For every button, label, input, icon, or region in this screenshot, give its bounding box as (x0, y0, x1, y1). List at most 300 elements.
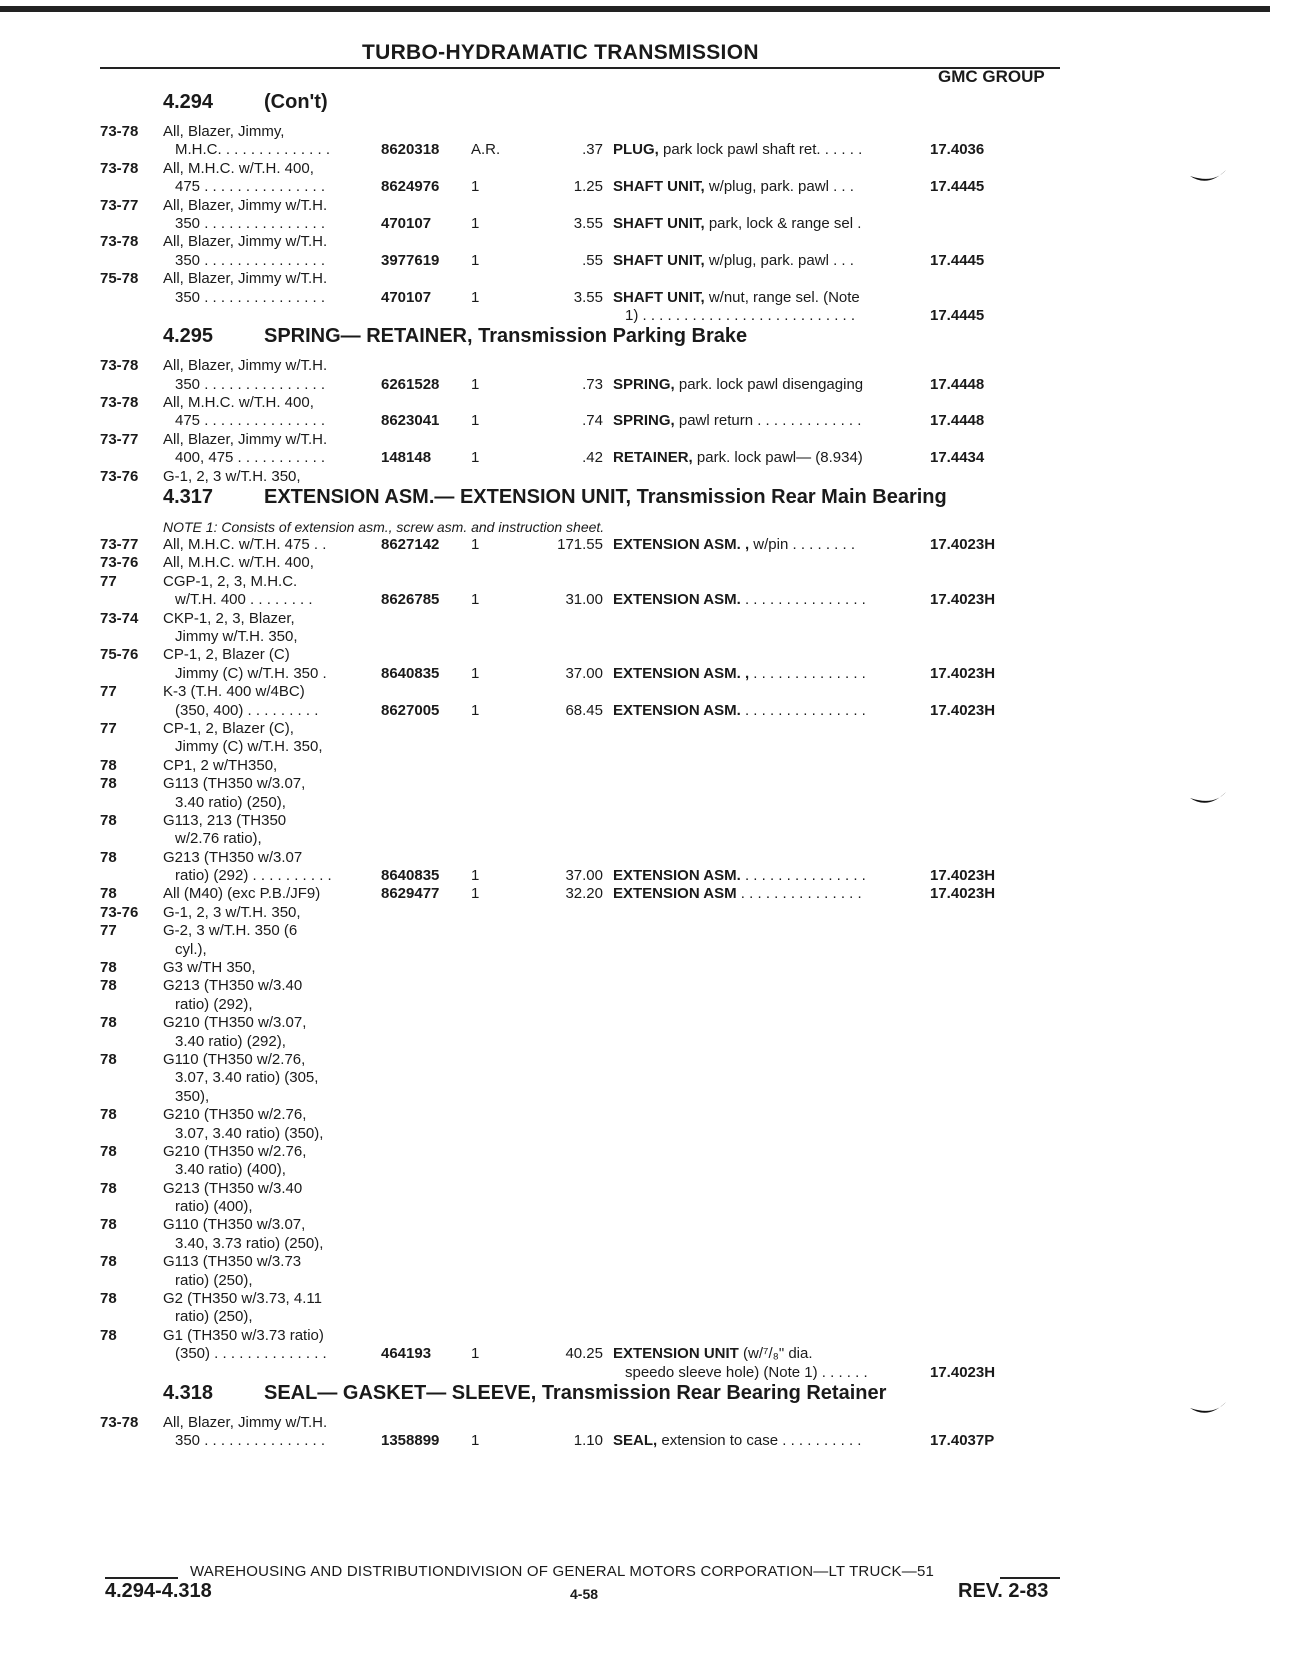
page-title: TURBO-HYDRAMATIC TRANSMISSION (362, 41, 759, 64)
year-range: 75-78 (100, 270, 139, 288)
application-line: 475 . . . . . . . . . . . . . . . (175, 412, 326, 430)
part-number: 8627005 (381, 701, 440, 719)
price: 31.00 (565, 591, 603, 609)
description-keyword: PLUG, (613, 141, 659, 159)
application-line: G213 (TH350 w/3.40 (163, 977, 303, 995)
part-number: 3977619 (381, 251, 440, 269)
description-cell (613, 720, 930, 886)
year-range: 78 (100, 848, 117, 866)
year-range: 73-77 (100, 430, 139, 448)
application-cell (163, 394, 381, 431)
description-continued: speedo sleeve hole) (Note 1) . . . . . . (625, 1363, 868, 1381)
description-keyword: EXTENSION UNIT (613, 1345, 739, 1363)
part-number: 470107 (381, 214, 432, 232)
price: 171.55 (557, 536, 603, 554)
application-line: All, M.H.C. w/T.H. 400, (163, 394, 314, 412)
quantity: 1 (471, 288, 480, 306)
application-cell (163, 431, 381, 468)
reference-number-cell (930, 394, 1030, 431)
year-range: 78 (100, 1106, 117, 1124)
description (613, 376, 930, 394)
quantity: 1 (471, 412, 480, 430)
price: .55 (582, 251, 603, 269)
year-range (100, 591, 163, 609)
year-range (100, 1033, 163, 1051)
description (613, 449, 930, 467)
part-number-cell (381, 536, 471, 554)
year-range (100, 1069, 163, 1087)
description-keyword: SHAFT UNIT, (613, 288, 705, 306)
parts-catalog-body (100, 91, 1080, 1451)
description (613, 252, 930, 270)
description (613, 215, 930, 233)
year-range (100, 289, 163, 307)
quantity-cell (471, 554, 511, 609)
reference-number-cell (930, 610, 1030, 684)
part-number-cell (381, 233, 471, 270)
section-header (100, 1382, 1080, 1414)
quantity-cell (471, 394, 511, 431)
years-cell (100, 904, 163, 1364)
application-line: G110 (TH350 w/2.76, (163, 1050, 306, 1068)
application-line: 350 . . . . . . . . . . . . . . . (175, 288, 326, 306)
footer-division: WAREHOUSING AND DISTRIBUTIONDIVISION OF GENERAL MOTORS CORPORATION—LT TRUCK—51 (190, 1563, 935, 1580)
part-number: 8626785 (381, 591, 440, 609)
section-title: SPRING— RETAINER, Transmission Parking Brake (264, 325, 748, 348)
section-note: NOTE 1: Consists of extension asm., screw asm. and instruction sheet. (163, 519, 605, 536)
description (613, 867, 930, 885)
title-rule (100, 67, 1060, 69)
quantity: 1 (471, 449, 480, 467)
years-cell (100, 536, 163, 554)
year-range: 78 (100, 1014, 117, 1032)
year-range: 73-77 (100, 536, 139, 554)
year-range (100, 178, 163, 196)
price-cell (511, 536, 613, 554)
application-line: 3.40 ratio) (400), (175, 1161, 286, 1179)
quantity: 1 (471, 1345, 480, 1363)
part-number-cell (381, 270, 471, 307)
application-cell (163, 197, 381, 234)
quantity-cell (471, 123, 511, 160)
application-line: G113 (TH350 w/3.07, (163, 775, 306, 793)
year-range (100, 215, 163, 233)
reference-number-cell (930, 270, 1030, 325)
description-keyword: SHAFT UNIT, (613, 214, 705, 232)
quantity-cell (471, 683, 511, 720)
part-number: 464193 (381, 1345, 432, 1363)
part-number: 8624976 (381, 178, 440, 196)
year-range: 78 (100, 885, 117, 903)
quantity: 1 (471, 214, 480, 232)
description-continued: 1) . . . . . . . . . . . . . . . . . . . . . . . . . . (625, 306, 856, 324)
years-cell (100, 885, 163, 903)
section-number: 4.295 (163, 325, 214, 348)
year-range (100, 252, 163, 270)
price-cell (511, 904, 613, 1364)
description-detail: park, lock & range sel . (704, 214, 862, 232)
part-row (100, 160, 1080, 197)
part-row (100, 431, 1080, 468)
year-range: 73-76 (100, 467, 139, 485)
description-cell (613, 233, 930, 270)
description-keyword: EXTENSION ASM. , (613, 664, 750, 682)
application-line: 400, 475 . . . . . . . . . . . (175, 449, 326, 467)
footer-rule-right (1000, 1577, 1060, 1579)
quantity-cell (471, 431, 511, 468)
part-number: 8627142 (381, 536, 440, 554)
year-range (100, 1235, 163, 1253)
price: 3.55 (573, 288, 603, 306)
years-cell (100, 554, 163, 609)
application-cell (163, 683, 381, 720)
description-detail: w/pin . . . . . . . . (749, 536, 856, 554)
part-row (100, 610, 1080, 684)
description-detail: . . . . . . . . . . . . . . . (740, 867, 866, 885)
application-line: G113 (TH350 w/3.73 (163, 1253, 302, 1271)
price-cell (511, 160, 613, 197)
application-line: G213 (TH350 w/3.07 (163, 848, 303, 866)
application-line: G-1, 2, 3 w/T.H. 350, (163, 903, 301, 921)
year-range: 77 (100, 572, 117, 590)
part-row (100, 394, 1080, 431)
year-range (100, 1308, 163, 1326)
application-line: 475 . . . . . . . . . . . . . . . (175, 178, 326, 196)
part-number: 8623041 (381, 412, 440, 430)
year-range: 78 (100, 1179, 117, 1197)
quantity-cell (471, 885, 511, 903)
reference-number: 17.4445 (930, 251, 985, 269)
part-row (100, 1414, 1080, 1451)
part-number-cell (381, 394, 471, 431)
description (613, 591, 930, 609)
quantity (471, 468, 511, 486)
quantity: 1 (471, 885, 480, 903)
year-range (100, 1272, 163, 1290)
description-cell (613, 123, 930, 160)
binder-mark (1188, 168, 1228, 186)
part-row (100, 468, 1080, 486)
quantity: A.R. (471, 141, 501, 159)
description-detail: (w/⁷/₈" dia. (738, 1345, 813, 1363)
description-cell (613, 683, 930, 720)
years-cell (100, 431, 163, 468)
reference-number-cell (930, 431, 1030, 468)
part-number-cell (381, 885, 471, 903)
reference-number-cell (930, 554, 1030, 609)
year-range (100, 738, 163, 756)
application-cell (163, 904, 381, 1364)
part-row (100, 197, 1080, 234)
reference-number (930, 215, 1030, 233)
quantity-cell (471, 1414, 511, 1451)
price: .37 (582, 141, 603, 159)
reference-number: 17.4023H (930, 591, 996, 609)
quantity-cell (471, 536, 511, 554)
section-number: 4.318 (163, 1382, 214, 1404)
price-cell (511, 1414, 613, 1451)
section-header (100, 486, 1080, 518)
application-cell (163, 1414, 381, 1451)
price-cell (511, 123, 613, 160)
description-detail: pawl return . . . . . . . . . . . . . (674, 412, 862, 430)
binder-mark (1188, 1400, 1228, 1418)
application-line: G213 (TH350 w/3.40 (163, 1179, 303, 1197)
description (613, 289, 930, 307)
price-cell (511, 885, 613, 903)
application-line: G110 (TH350 w/3.07, (163, 1216, 306, 1234)
year-range: 78 (100, 959, 117, 977)
description (613, 468, 930, 486)
years-cell (100, 683, 163, 720)
section-title: (Con't) (264, 91, 328, 113)
quantity-cell (471, 197, 511, 234)
description-cell (613, 394, 930, 431)
description (613, 141, 930, 159)
application-line: K-3 (T.H. 400 w/4BC) (163, 683, 305, 701)
description-cell (613, 1414, 930, 1451)
description-detail: park. lock pawl— (8.934) (692, 449, 863, 467)
application-line: CGP-1, 2, 3, M.H.C. (163, 572, 298, 590)
application-line: All, Blazer, Jimmy w/T.H. (163, 1414, 328, 1431)
year-range: 75-76 (100, 646, 139, 664)
year-range: 73-78 (100, 1414, 139, 1431)
quantity: 1 (471, 1432, 480, 1450)
description-detail: extension to case . . . . . . . . . . (657, 1432, 862, 1450)
application-cell (163, 885, 381, 903)
application-line: All, Blazer, Jimmy w/T.H. (163, 430, 328, 448)
year-range: 73-78 (100, 233, 139, 251)
description (613, 665, 930, 683)
quantity-cell (471, 357, 511, 394)
price: 40.25 (565, 1345, 603, 1363)
description-keyword: EXTENSION ASM. , (613, 536, 750, 554)
part-row (100, 720, 1080, 886)
part-number: 8640835 (381, 867, 440, 885)
application-line: w/2.76 ratio), (175, 830, 262, 848)
part-number-cell (381, 160, 471, 197)
footer-page-number: 4-58 (570, 1586, 599, 1602)
year-range: 73-76 (100, 554, 139, 572)
years-cell (100, 720, 163, 886)
application-line: G210 (TH350 w/2.76, (163, 1142, 307, 1160)
description-keyword: SPRING, (613, 412, 675, 430)
description-cell (613, 468, 930, 486)
reference-number-cell (930, 885, 1030, 903)
reference-number-cell (930, 197, 1030, 234)
reference-number: 17.4023H (930, 1363, 996, 1381)
year-range (100, 941, 163, 959)
year-range: 78 (100, 1050, 117, 1068)
year-range (100, 412, 163, 430)
part-row (100, 904, 1080, 1382)
year-range (100, 1432, 163, 1450)
application-cell (163, 233, 381, 270)
year-range (100, 376, 163, 394)
part-row (100, 683, 1080, 720)
year-range (100, 1088, 163, 1106)
section-title: EXTENSION ASM.— EXTENSION UNIT, Transmission Rear Main Bearing (264, 486, 947, 509)
year-range (100, 1345, 163, 1363)
application-line: 350 . . . . . . . . . . . . . . . (175, 375, 326, 393)
year-range: 73-77 (100, 196, 139, 214)
years-cell (100, 233, 163, 270)
description-detail: . . . . . . . . . . . . . . . (740, 591, 866, 609)
price-cell (511, 683, 613, 720)
year-range: 78 (100, 811, 117, 829)
application-cell (163, 554, 381, 609)
description (613, 885, 930, 903)
application-line: ratio) (292), (175, 995, 253, 1013)
part-number: 8640835 (381, 664, 440, 682)
description-keyword: EXTENSION ASM. (613, 701, 741, 719)
year-range (100, 702, 163, 720)
year-range (100, 830, 163, 848)
years-cell (100, 197, 163, 234)
description (613, 1432, 930, 1450)
quantity-cell (471, 468, 511, 486)
description-keyword: EXTENSION ASM (613, 885, 737, 903)
description-cell (613, 610, 930, 684)
part-number: 470107 (381, 288, 432, 306)
quantity-cell (471, 160, 511, 197)
year-range (100, 794, 163, 812)
quantity: 1 (471, 591, 480, 609)
price: 1.25 (573, 178, 603, 196)
reference-number-cell (930, 1414, 1030, 1451)
application-line: Jimmy (C) w/T.H. 350, (175, 738, 323, 756)
price-cell (511, 431, 613, 468)
application-line: All, Blazer, Jimmy w/T.H. (163, 196, 328, 214)
application-line: All, Blazer, Jimmy, (163, 123, 285, 140)
description-detail: w/plug, park. pawl . . . (704, 178, 854, 196)
description-detail: . . . . . . . . . . . . . . . (740, 701, 866, 719)
part-row (100, 123, 1080, 160)
application-cell (163, 270, 381, 307)
description-detail: w/nut, range sel. (Note (704, 288, 860, 306)
reference-number: 17.4445 (930, 306, 985, 324)
application-line: 3.40 ratio) (250), (175, 793, 286, 811)
quantity-cell (471, 720, 511, 886)
year-range: 73-78 (100, 123, 139, 140)
description-cell (613, 357, 930, 394)
part-number-cell (381, 468, 471, 486)
price-cell (511, 394, 613, 431)
application-line: G-2, 3 w/T.H. 350 (6 (163, 922, 298, 940)
application-line: G1 (TH350 w/3.73 ratio) (163, 1326, 324, 1344)
application-cell (163, 720, 381, 886)
reference-number-cell (930, 683, 1030, 720)
application-line: G113, 213 (TH350 (163, 811, 287, 829)
year-range: 78 (100, 775, 117, 793)
description-keyword: RETAINER, (613, 449, 693, 467)
price: 37.00 (565, 664, 603, 682)
binder-mark (1188, 790, 1228, 808)
section-header (100, 91, 1080, 123)
year-range (100, 628, 163, 646)
year-range: 77 (100, 719, 117, 737)
description (613, 1345, 930, 1363)
year-range: 78 (100, 1216, 117, 1234)
quantity: 1 (471, 375, 480, 393)
application-line: CP-1, 2, Blazer (C), (163, 719, 294, 737)
reference-number: 17.4023H (930, 664, 996, 682)
description-detail: . . . . . . . . . . . . . . . (736, 885, 862, 903)
part-number-cell (381, 683, 471, 720)
year-range: 78 (100, 1290, 117, 1308)
years-cell (100, 123, 163, 160)
application-line: G2 (TH350 w/3.73, 4.11 (163, 1290, 322, 1308)
application-line: ratio) (292) . . . . . . . . . . (175, 867, 332, 885)
part-row (100, 357, 1080, 394)
application-line: G-1, 2, 3 w/T.H. 350, (163, 467, 301, 485)
description (613, 178, 930, 196)
description (613, 412, 930, 430)
application-line: 3.07, 3.40 ratio) (350), (175, 1124, 324, 1142)
quantity-cell (471, 270, 511, 307)
description-cell (613, 197, 930, 234)
reference-number: 17.4023H (930, 701, 996, 719)
part-number-cell (381, 357, 471, 394)
application-line: 350 . . . . . . . . . . . . . . . (175, 1432, 326, 1450)
application-line: 350 . . . . . . . . . . . . . . . (175, 251, 326, 269)
reference-number: 17.4037P (930, 1432, 995, 1450)
part-row (100, 885, 1080, 903)
application-cell (163, 468, 381, 486)
price: .74 (582, 412, 603, 430)
price (511, 468, 603, 486)
application-cell (163, 123, 381, 160)
application-line: 3.07, 3.40 ratio) (305, (175, 1069, 319, 1087)
top-rule (0, 6, 1270, 12)
price-cell (511, 610, 613, 684)
part-row (100, 233, 1080, 270)
part-number-cell (381, 554, 471, 609)
year-range: 78 (100, 977, 117, 995)
years-cell (100, 1414, 163, 1451)
years-cell (100, 610, 163, 684)
year-range (100, 867, 163, 885)
footer-rule-left (105, 1577, 178, 1579)
quantity: 1 (471, 536, 480, 554)
application-line: G210 (TH350 w/2.76, (163, 1106, 307, 1124)
quantity-cell (471, 610, 511, 684)
group-label: GMC GROUP (938, 67, 1045, 86)
part-row (100, 270, 1080, 325)
application-line: 350 . . . . . . . . . . . . . . . (175, 214, 326, 232)
application-line: G210 (TH350 w/3.07, (163, 1014, 307, 1032)
section-header (100, 325, 1080, 357)
reference-number (930, 468, 1030, 486)
application-line: G3 w/TH 350, (163, 959, 256, 977)
part-number (381, 468, 471, 486)
application-line: Jimmy w/T.H. 350, (175, 627, 298, 645)
price: 32.20 (565, 885, 603, 903)
part-number: 6261528 (381, 375, 440, 393)
reference-number: 17.4023H (930, 885, 996, 903)
part-number: 148148 (381, 449, 432, 467)
reference-number-cell (930, 468, 1030, 486)
year-range: 77 (100, 922, 117, 940)
application-line: 350), (175, 1087, 210, 1105)
price-cell (511, 233, 613, 270)
section-number: 4.317 (163, 486, 214, 509)
description-cell (613, 270, 930, 325)
application-line: ratio) (400), (175, 1198, 253, 1216)
quantity-cell (471, 233, 511, 270)
price-cell (511, 197, 613, 234)
reference-number-cell (930, 536, 1030, 554)
